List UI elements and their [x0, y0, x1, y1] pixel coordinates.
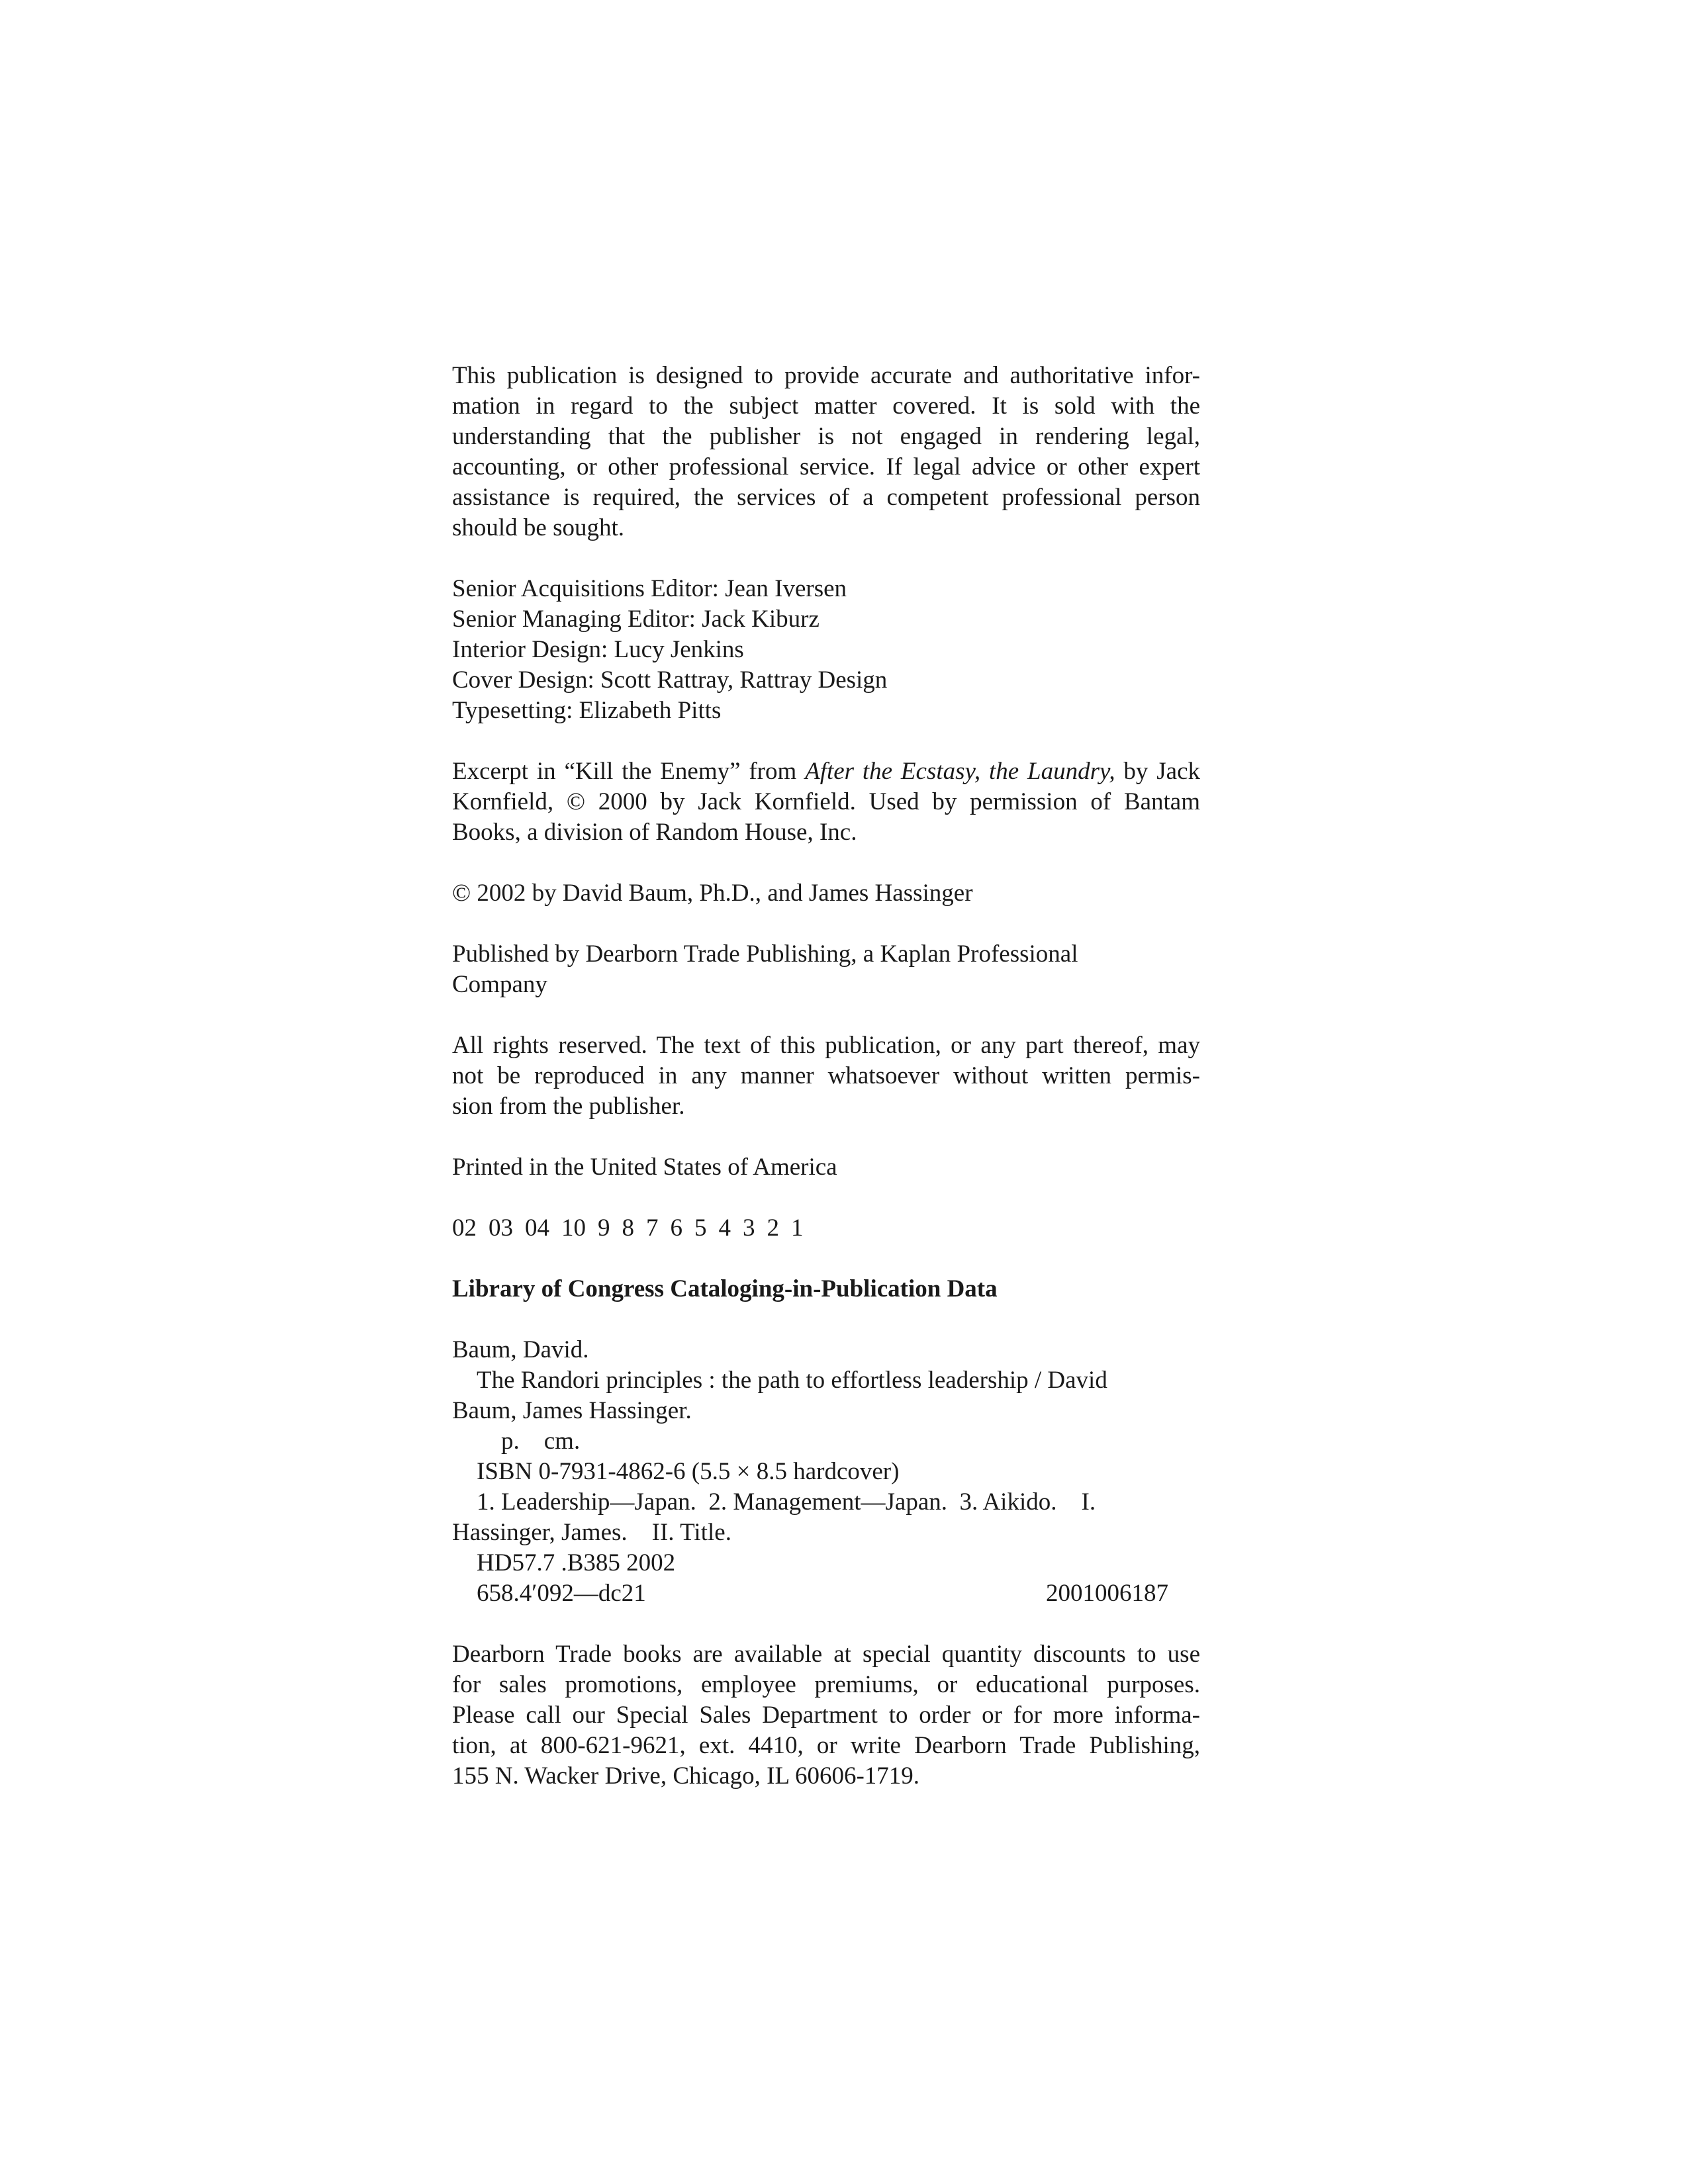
copyright-page [452, 361, 1200, 1822]
print-number: 04 [525, 1214, 549, 1242]
cip-lccn: 2001006187 [1046, 1580, 1168, 1607]
copyright-notice [452, 878, 1200, 909]
sales-line: tion, at 800-621-9621, ext. 4410, or write Dearborn Trade Publishing, [452, 1732, 1200, 1759]
print-number: 7 [646, 1214, 659, 1242]
cip-subjects-cont: Hassinger, James. II. Title. [452, 1519, 731, 1546]
excerpt-line: Kornfield, © 2000 by Jack Kornfield. Used by permission of Bantam [452, 788, 1200, 815]
sales-paragraph [452, 1639, 1200, 1792]
print-number: 4 [718, 1214, 731, 1242]
sales-line: for sales promotions, employee premiums, or educational purposes. [452, 1671, 1200, 1698]
excerpt-line: Books, a division of Random House, Inc. [452, 819, 857, 846]
print-number: 2 [767, 1214, 779, 1242]
sales-line: 155 N. Wacker Drive, Chicago, IL 60606-1719. [452, 1762, 920, 1790]
disclaimer-line: understanding that the publisher is not engaged in rendering legal, [452, 423, 1200, 450]
disclaimer-line: should be sought. [452, 514, 625, 541]
excerpt-paragraph [452, 756, 1200, 848]
print-number: 9 [598, 1214, 610, 1242]
cip-title-cont: Baum, James Hassinger. [452, 1397, 692, 1424]
cip-classification-row [452, 1578, 1168, 1609]
credit-cover-design: Cover Design: Scott Rattray, Rattray Design [452, 666, 888, 694]
rights-line: All rights reserved. The text of this publication, or any part thereof, may [452, 1032, 1200, 1059]
cip-isbn: ISBN 0-7931-4862-6 (5.5 × 8.5 hardcover) [477, 1458, 900, 1485]
sales-line: Please call our Special Sales Department to order or for more informa- [452, 1702, 1200, 1729]
cip-subjects: 1. Leadership—Japan. 2. Management—Japan. 3. Aikido. I. [477, 1488, 1096, 1516]
disclaimer-line: This publication is designed to provide accurate and authoritative infor- [452, 362, 1200, 389]
cip-pages: p. cm. [501, 1428, 581, 1455]
credit-managing-editor: Senior Managing Editor: Jack Kiburz [452, 606, 820, 633]
cip-author: Baum, David. [452, 1336, 589, 1363]
cip-heading: Library of Congress Cataloging-in-Publication Data [452, 1275, 998, 1302]
sales-line: Dearborn Trade books are available at special quantity discounts to use [452, 1641, 1200, 1668]
cip-dewey: 658.4′092—dc21 [477, 1580, 646, 1607]
excerpt-intro: Excerpt in “Kill the Enemy” from [452, 758, 806, 785]
excerpt-book-title: After the Ecstasy, the Laundry, [805, 758, 1115, 785]
disclaimer-line: accounting, or other professional service. If legal advice or other expert [452, 453, 1200, 480]
publisher-notice [452, 939, 1200, 1000]
cip-call-number: HD57.7 .B385 2002 [477, 1549, 676, 1576]
print-number: 03 [489, 1214, 513, 1242]
print-number: 8 [622, 1214, 634, 1242]
print-number: 10 [561, 1214, 586, 1242]
printed-line: Printed in the United States of America [452, 1154, 837, 1181]
rights-paragraph [452, 1030, 1200, 1122]
publisher-line: Company [452, 971, 547, 998]
disclaimer-line: assistance is required, the services of a competent professional person [452, 484, 1200, 511]
disclaimer-line: mation in regard to the subject matter covered. It is sold with the [452, 392, 1200, 420]
print-number: 3 [743, 1214, 755, 1242]
excerpt-line [452, 756, 1200, 787]
printed-notice [452, 1152, 1200, 1183]
printing-number-line [452, 1213, 1200, 1244]
cip-heading-block [452, 1274, 1200, 1304]
credits-list [452, 574, 1200, 726]
rights-line: not be reproduced in any manner whatsoever without written permis- [452, 1062, 1200, 1089]
print-number: 02 [452, 1214, 477, 1242]
disclaimer-paragraph [452, 361, 1200, 543]
publisher-line: Published by Dearborn Trade Publishing, a Kaplan Professional [452, 940, 1078, 968]
copyright-line: © 2002 by David Baum, Ph.D., and James Hassinger [452, 880, 973, 907]
rights-line: sion from the publisher. [452, 1093, 685, 1120]
cip-data [452, 1335, 1200, 1609]
credit-typesetting: Typesetting: Elizabeth Pitts [452, 697, 722, 724]
excerpt-author: by Jack [1115, 758, 1200, 785]
credit-interior-design: Interior Design: Lucy Jenkins [452, 636, 744, 663]
credit-acquisitions-editor: Senior Acquisitions Editor: Jean Iversen [452, 575, 847, 602]
print-number: 5 [694, 1214, 707, 1242]
cip-title: The Randori principles : the path to effortless leadership / David [477, 1367, 1107, 1394]
print-number: 1 [791, 1214, 804, 1242]
print-number: 6 [670, 1214, 682, 1242]
